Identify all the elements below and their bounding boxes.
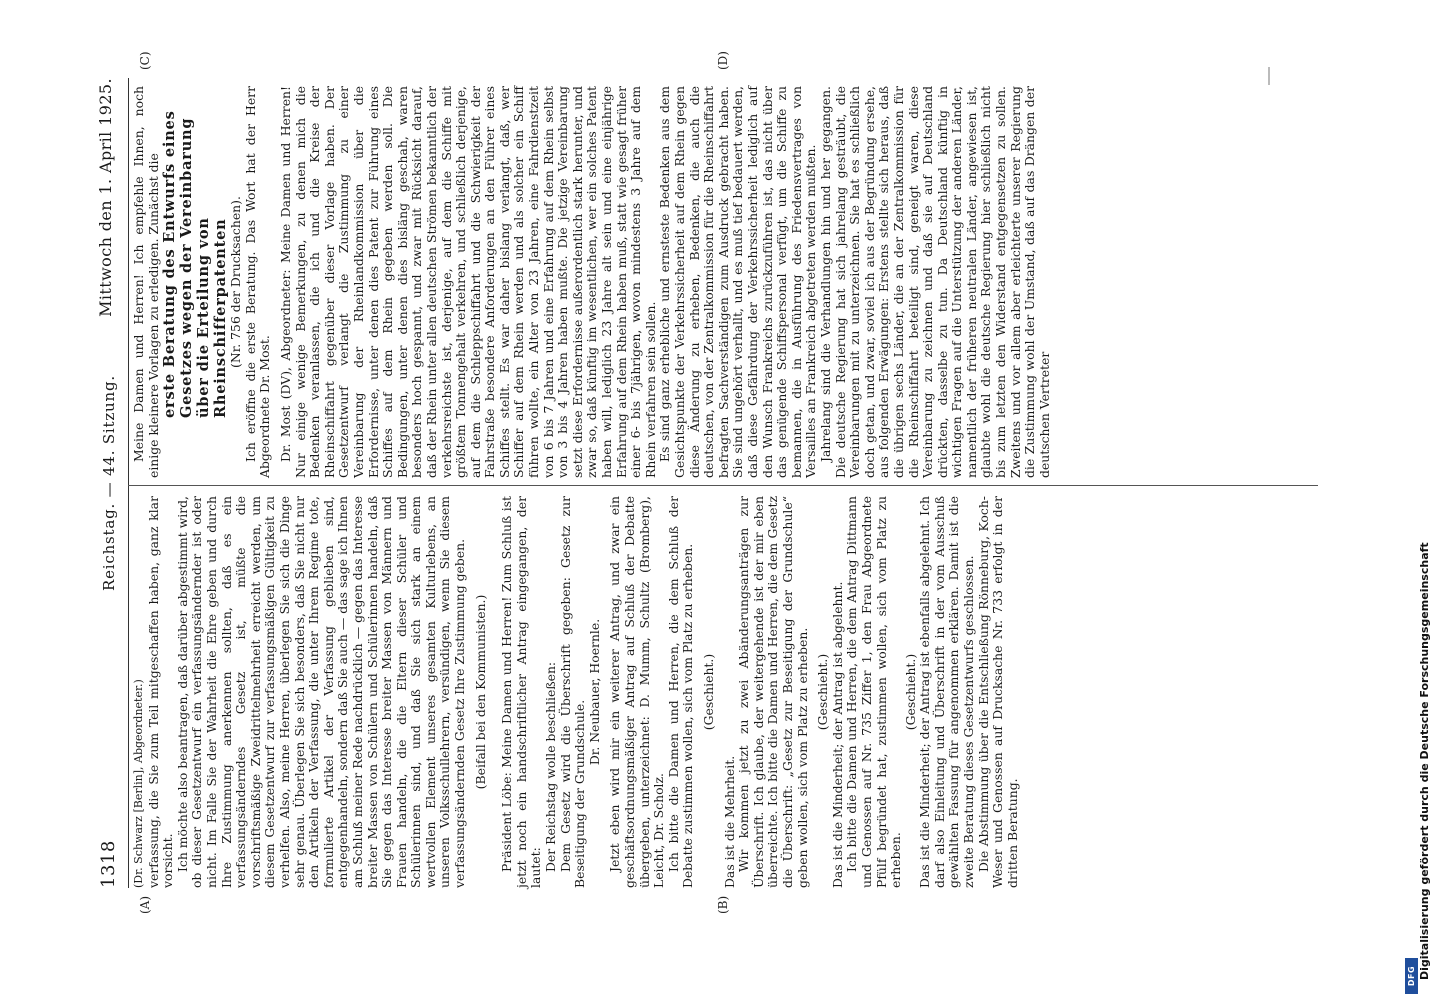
speaker-note: (Dr. Schwarz [Berlin], Abgeordneter.)	[132, 679, 145, 888]
paragraph: Ich möchte also beantragen, daß darüber abgestimmt wird, ob dieser Gesetzentwurf ein verfassungsändernder ist oder nicht. Im Falle Sie der Wahrheit die Ehre geben und durch Ihre Zustimmung anerkennen sollten, daß es ein verfassungsänderndes Gesetz ist, müßte die vorschriftsmäßige Zweidrittelmehrheit erreicht werden, um diesem Gesetzentwurf zur verfassungsmäßigen Gültigkeit zu verhelfen. Also, meine Herren, überlegen Sie sich die Dinge sehr genau. Überlegen Sie sich besonders, daß Sie nicht nur den Artikeln der Verfassung, die unter Ihrem Regime tote, formulierte Artikel der Verfassung geblieben sind, entgegenhandeln, sondern daß Sie auch — das sage ich Ihnen am Schluß meiner Rede nachdrücklich — gegen das Interesse breiter Massen von Schülern und Schülerinnen handeln, daß Sie gegen das Interesse breiter Massen von Männern und Frauen handeln, die die Eltern dieser Schüler und Schülerinnen sind, und daß Sie sich stark an einem wertvollen Element unseres gesamten Kulturlebens, an unseren Volksschullehrern, versündigen, wenn Sie diesem verfassungsändernden Gesetz Ihre Zustimmung geben.	[174, 496, 468, 888]
stage-note: (Geschieht.)	[815, 653, 831, 731]
margin-letter-b: (B)	[716, 895, 730, 914]
stage-note: (Geschieht.)	[902, 653, 918, 731]
paragraph: Das ist die Minderheit; der Antrag ist abgelehnt.	[829, 581, 845, 888]
scan-mark	[1268, 67, 1270, 85]
paragraph: Ich bitte die Damen und Herren, die dem Antrag Dittmann und Genossen auf Nr. 735 Ziffer 1, den Frau Abgeordnete Pfülf begründet hat, zustimmen wollen, sich vom Platz zu erheben.	[844, 496, 904, 888]
digitization-credit: Digitalisierung gefördert durch die Deutsche Forschungsgemeinschaft	[1418, 542, 1431, 980]
president-statement: Präsident Löbe: Meine Damen und Herren! Zum Schluß ist jetzt noch ein handschriftlicher Antrag eingegangen, der lautet:	[499, 496, 544, 888]
paragraph: Ich eröffne die erste Beratung. Das Wort hat der Herr Abgeordnete Dr. Most.	[242, 86, 273, 478]
paragraph: Das ist die Mehrheit.	[721, 755, 737, 888]
agenda-reference: (Nr. 756 der Drucksachen).	[228, 196, 244, 368]
dfg-logo: DFG	[1405, 958, 1418, 994]
paragraph: Ich bitte die Damen und Herren, die dem Schluß der Debatte zustimmen wollen, sich vom Platz zu erheben.	[665, 496, 696, 888]
session-date: Mittwoch den 1. April 1925.	[96, 78, 115, 317]
paragraph: Der Reichstag wolle beschließen:	[543, 661, 559, 872]
paragraph: Wir kommen jetzt zu zwei Abänderungsanträgen zur Überschrift. Ich glaube, der weitergehende ist der mir eben überreichte. Ich bitte die Damen und Herren, die dem Gesetz die Überschrift: „Gesetz zur Beseitigung der Grundschule“ geben wollen, sich vom Platz zu erheben.	[736, 496, 810, 888]
paragraph: Jahrelang sind die Verhandlungen hin und her gegangen. Die deutsche Regierung hat sich jahrelang gesträubt, die Vereinbarungen mit zu unterzeichnen. Sie hat es schließlich doch getan, und zwar, soviel ich aus der Begründung ersehe, aus folgenden Erwägungen: Erstens stellte sich heraus, daß die übrigen sechs Länder, die an der Zentralkommission für die Rheinschiffahrt beteiligt sind, geneigt waren, diese Vereinbarung zu zeichnen und daß sie auf Deutschland drückten, dasselbe zu tun. Da Deutschland künftig in wichtigen Fragen auf die Unterstützung der anderen Länder, namentlich der früheren neutralen Länder, angewiesen ist, glaubte wohl die deutsche Regierung hier schließlich nicht bis zum letzten den Widerstand entgegensetzen zu sollen. Zweitens und vor allem aber erleichterte unserer Regierung die Zustimmung wohl der Umstand, daß auf das Drängen der deutschen Vertreter	[817, 86, 1052, 478]
margin-letter-a: (A)	[138, 895, 152, 914]
right-column	[132, 86, 1052, 478]
applause-note: (Beifall bei den Kommunisten.)	[472, 594, 488, 790]
session-title: Reichstag. — 44. Sitzung.	[100, 375, 118, 591]
margin-letter-c: (C)	[138, 51, 152, 70]
signatories: Dr. Neubauer, Hoernle.	[586, 618, 602, 766]
paragraph: Die Abstimmung über die Entschließung Rönneburg, Koch-Weser und Genossen auf Drucksache Nr. 733 erfolgt in der dritten Beratung.	[975, 496, 1020, 888]
paragraph: Es sind ganz erhebliche und ernsteste Bedenken aus dem Gesichtspunkte der Verkehrssicherheit auf dem Rhein gegen diese Änderung zu erheben, Bedenken, die auch die deutschen, von der Zentralkommission für die Rheinschiffahrt befragten Sachverständigen zum Ausdruck gebracht haben. Sie sind ungehört verhallt, und es muß tief bedauert werden, daß diese Gefährdung der Verkehrssicherheit lediglich auf den Wunsch Frankreichs zurückzuführen ist, das nicht über das genügende Schiffspersonal verfügt, um die Schiffe zu bemannen, die in Ausführung des Friedensvertrages von Versailles an Frankreich abgetreten werden mußten.	[657, 86, 819, 478]
paragraph: Jetzt eben wird mir ein weiterer Antrag, und zwar ein geschäftsordnungsmäßiger Antrag auf Schluß der Debatte übergeben, unterzeichnet: D. Mumm, Schultz (Bromberg), Leicht, Dr. Scholz.	[607, 496, 667, 888]
stage-note: (Geschieht.)	[700, 653, 716, 731]
header-rule	[128, 78, 129, 888]
column-divider	[128, 485, 1318, 486]
speech-most: Dr. Most (DV), Abgeordneter: Meine Damen und Herren! Nur einige wenige Bemerkungen, zu denen mich die Bedenken veranlassen, die ich und die Kreise der Rheinschiffahrt gegenüber dieser Vorlage haben. Der Gesetzentwurf verlangt die Zustimmung zu einer Vereinbarung der Rheinlandkommission über die Erfordernisse, unter denen dies Patent zur Führung eines Schiffes auf dem Rhein gegeben werden soll. Die Bedingungen, unter denen dies bisläng geschah, waren besonders hoch gespannt, und zwar mit Rücksicht darauf, daß der Rhein unter allen deutschen Strömen bekanntlich der verkehrsreichste ist, derjenige, auf dem die Schiffe mit größtem Tonnengehalt verkehren, und schließlich derjenige, auf dem die Schleppschiffahrt und die Schwierigkeit der Fahrstraße besondere Anforderungen an den Führer eines Schiffes stellt. Es war daher bislang verlangt, daß, wer Schiffer auf dem Rhein werden und als solcher ein Schiff führen wollte, ein Alter von 23 Jahren, eine Fahrdienstzeit von 6 bis 7 Jahren und eine Erfahrung auf dem Rhein selbst von 3 bis 4 Jahren haben mußte. Die jetzige Vereinbarung setzt diese Erfordernisse außerordentlich stark herunter, und zwar so, daß künftig im wesentlichen, wer ein solches Patent haben will, lediglich 23 Jahre alt sein und eine einjährige Erfahrung auf dem Rhein haben muß, statt wie gesagt früher einer 6- bis 7jährigen, wovon mindestens 3 Jahre auf dem Rhein verfahren sein sollen.	[277, 86, 658, 478]
agenda-heading: erste Beratung des Entwurfs eines Gesetzes wegen der Vereinbarung über die Erteilung von Rheinschifferpatenten	[161, 110, 230, 418]
paragraph: Meine Damen und Herren! Ich empfehle Ihnen, noch einige kleinere Vorlagen zu erledigen. Zunächst die	[131, 86, 161, 478]
paragraph: Das ist die Minderheit; der Antrag ist ebenfalls abgelehnt. Ich darf also Einleitung und Überschrift in der vom Ausschuß gewählten Fassung für angenommen erklären. Damit ist die zweite Beratung dieses Gesetzentwurfs geschlossen.	[917, 496, 977, 888]
paragraph: Dem Gesetz wird die Überschrift gegeben: Gesetz zur Beseitigung der Grundschule.	[557, 496, 588, 888]
margin-letter-d: (D)	[716, 51, 730, 70]
paragraph: verfassung, die Sie zum Teil mitgeschaffen haben, ganz klar vorsicht.	[145, 496, 176, 888]
left-column	[132, 496, 1020, 888]
page-number: 1318	[98, 840, 119, 888]
page-header	[88, 78, 128, 888]
